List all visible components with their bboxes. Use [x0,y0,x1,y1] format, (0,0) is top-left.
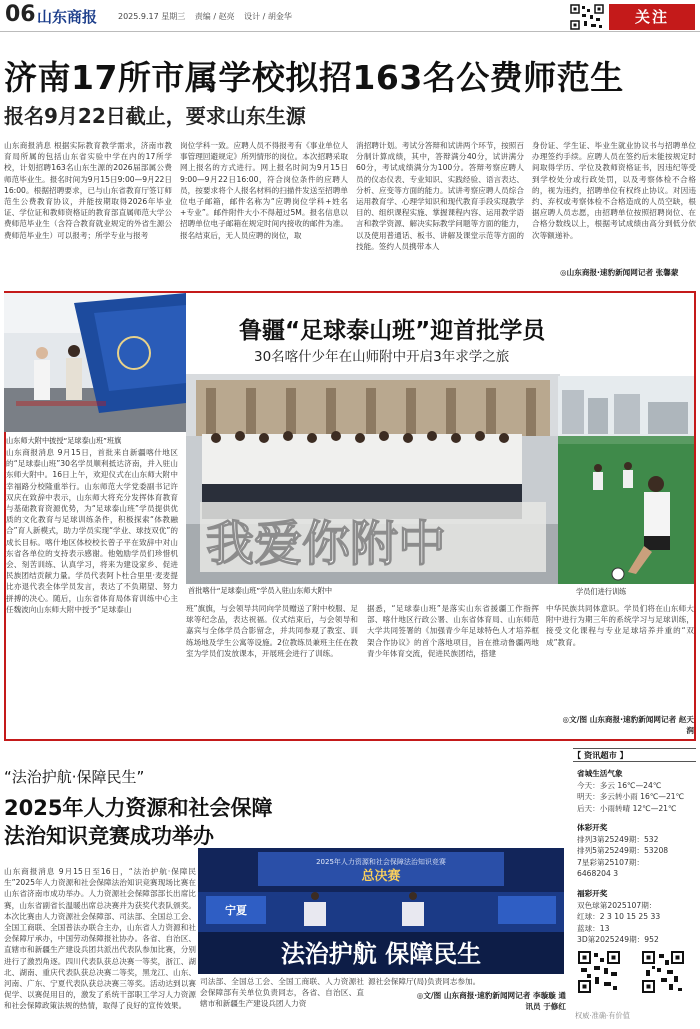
page-number: 06 [5,2,36,27]
stage-slogan-banner: 法治护航 保障民生 [280,940,482,968]
welfare-lottery-line: 红球：2 3 10 15 25 33 [577,912,661,922]
weather-tomorrow: 明天：多云转小雨 16℃—21℃ [577,792,685,802]
flag-ceremony-caption: 山东师大附中披授“足球泰山班”班旗 [6,436,122,445]
header-meta [118,11,299,22]
feature-headline: 鲁疆“足球泰山班”迎首批学员 [239,318,546,344]
lead-column-2: 岗位学科一致。应聘人员不得报考有《事业单位人事管理回避规定》所列情形的岗位。本次招聘采取网上报名的方式进行。网上报名时间为9月15日9:00—9月22日16:00，符合岗位条件的应聘人员，按要求将个人报名材料的扫描件发送至招聘单位电子邮箱，邮件名称为“应聘岗位学科+姓名+专业”。邮件附件大小不得超过5M。报名信息以招聘单位电子邮箱在规定时间内接收的邮件为准。报名结束后，无人员应聘的岗位，取 [180,141,348,240]
law-headline-line2: 法治知识竞赛成功举办 [4,824,214,848]
weather-day-after: 后天：小雨转晴 12℃—21℃ [577,803,677,813]
qr-code-icon [577,950,621,994]
paper-name: 山东商报 [37,8,98,26]
weather-title: 省城生活气象 [577,769,623,778]
sports-lottery-block [577,822,668,880]
section-tab: 关注 [609,4,695,30]
sports-lottery-title: 体彩开奖 [577,823,608,832]
sports-lottery-line: 排列5第25249期：53208 [577,846,669,856]
welfare-lottery-line: 双色球第2025107期： [577,900,657,910]
feature-column-3: 据悉，“足球泰山班”是落实山东省援疆工作指挥部、喀什地区行政公署、山东省体育局、山东师范大学共同签署的《加强青少年足球特色人才培养框架合作协议》的首个落地项目，旨在推动鲁疆两地青少年体育交流，促进民族团结，搭建 [367,604,539,658]
welfare-lottery-block [577,888,660,946]
law-byline: ◎文/图 山东商报·速豹新闻网记者 李璇璇 通讯员 于修红 [416,991,566,1011]
group-photo [186,374,560,584]
info-heading [573,748,696,762]
info-panel [573,748,696,1026]
info-heading-bracket: 】 [616,750,628,760]
law-column-2: 司法部、全国总工会、全国工商联、人力资源社会保障部有关单位负责同志，各省、自治区、直辖市和新疆生产建设兵团人力资 [200,977,364,1009]
info-heading-bracket: 【 [573,750,585,760]
issue-date: 2025.9.17 星期三 [118,12,186,21]
lead-subheadline: 报名9月22日截止，要求山东生源 [4,104,306,128]
photo-banner-text: 我爱你附中 [206,516,447,572]
lead-column-1: 山东商报消息 根据实际教育教学需求，济南市教育局所属的包括山东省实验中学在内的17所学校，计划招聘163名山东生源的2026届部属公费师范毕业生。报名时间为9月15日9:00—9月22日16:00。根据招聘要求，已与山东省教育厅签订师范生公费教育协议，并能按期取得2026年毕业证、学位证和教师资格证的教育部直属师范大学公费师范毕业生（含符合教育就业规定的外省生源公费师范毕业生）可以报考；所学专业与报考 [4,141,172,240]
training-photo-caption: 学员们进行训练 [576,587,627,596]
weather-today: 今天：多云 16℃—24℃ [577,780,662,790]
lead-column-4: 身份证、学生证、毕业生就业协议书与招聘单位办理签约手续。应聘人员在签约后未能按规定时间取得学历、学位及教师资格证书，因违纪等受到学校处分或行政处罚，以及考察体检不合格的，视为违约，招聘单位有权终止协议。对因违约、弃权或考察体检不合格造成的人员空缺，根据应聘人员志愿，由招聘单位按照招聘岗位、在合格分数线以上，根据考试成绩由高分到低分依次等额递补。 [532,141,696,240]
sports-lottery-line: 7星彩第25107期： [577,857,644,867]
stage-team-sign: 宁夏 [225,904,247,917]
welfare-lottery-line: 3D第2025249期：952 [577,935,659,945]
slogan: 权威·准确·有价值 [575,1011,630,1020]
law-column-1: 山东商报消息 9月15日至16日，“法治护航·保障民生”2025年人力资源和社会保障法治知识竞赛现场比赛在山东省济南市成功举办。人力资源社会保障部部长出席比赛，山东省副省长温暖出席总决赛并为获奖代表队颁奖。本次比赛由人力资源社会保障部、司法部、全国总工会、全国工商联、全国普法办联合主办，山东省人力资源和社会保障厅承办，中国劳动保障报社协办。各省、自治区、直辖市和新疆生产建设兵团共派出代表队参加比赛，分别进行了激烈角逐。四川代表队获总决赛一等奖，浙江、湖北、湖南、重庆代表队获总决赛二等奖，黑龙江、山东、河南、广东、宁夏代表队获总决赛三等奖。活动达到以赛促学、以赛促用目的，激发了系统干部职工学习人力资源和社会保障政策法规的热情，取得了良好的宣传效果。 [4,867,196,1011]
competition-stage-photo [198,848,564,974]
lead-byline: ◎山东商报·速豹新闻网记者 张馨蒙 [560,268,679,277]
sports-lottery-line: 排列3第25249期：532 [577,834,659,844]
feature-subheadline: 30名喀什少年在山师附中开启3年求学之旅 [254,349,510,365]
law-headline-line1: 2025年人力资源和社会保障 [4,796,273,820]
feature-column-2: 班”旗旗，与会领导共同向学员赠送了附中校服、足球等纪念品，表达祝福。仪式结束后，与会领导和嘉宾与全体学员合影留念，并共同参观了教室、训练场地及学生公寓等设施。2位教练员兼班主任在教室为学员们发放课本，开展班会进行了训练。 [186,604,358,658]
stage-screen-text: 2025年人力资源和社会保障法治知识竞赛 [316,858,446,866]
welfare-lottery-title: 福彩开奖 [577,889,608,898]
group-photo-caption: 首批喀什“足球泰山班”学员入驻山东师大附中 [188,586,333,595]
feature-column-4: 中华民族共同体意识。学员们将在山东师大附中进行为期三年的系统学习与足球训练，接受文化课程与专业足球培养并重的“双成”教育。 [546,604,694,647]
lead-headline: 济南17所市属学校拟招163名公费师范生 [4,58,624,97]
weather-block [577,768,684,814]
page-header [0,0,700,32]
feature-byline: ◎文/图 山东商报·速豹新闻网记者 赵天润 [562,715,694,735]
sports-lottery-line: 6468204 3 [577,869,619,879]
info-heading-text: 资讯超市 [584,750,617,760]
editor-credit: 责编 / 赵亮 [194,12,235,21]
law-column-3: 源社会保障厅(局)负责同志参加。 [368,977,481,986]
qr-code-icon [641,950,685,994]
feature-column-1: 山东商报消息 9月15日，首批来自新疆喀什地区的“足球泰山班”30名学员顺利抵达济南，并入驻山东师大附中。16日上午，欢迎仪式在山东师大附中幸福路分校隆重举行。山东师范大学党委副书记许双庆在致辞中表示，山东师大将充分发挥体育教育与基础教育资源优势，为“足球泰山班”学员提供优质的文化教育与足球训练条件，积极探索“体教融合”育人新模式，助力学员实现“学业、球技双优”的成长目标。喀什地区体校校长曾子平在致辞中对山东省各单位的支持表示感谢。他勉励学员们珍惜机会、刻苦训练、认真学习，将来为建设家乡、促进民族团结贡献力量。学员代表阿卜杜合里里·麦麦提比亦退代表全体学员发言，表达了不负期望、努力拼搏的决心。随后，山东省体育局体育训练中心主任魏波向山东师大附中授予“足球泰山 [6,448,178,614]
designer-credit: 设计 / 胡金华 [244,12,292,21]
qr-code-icon [570,4,604,30]
welfare-lottery-line: 蓝球：13 [577,923,610,933]
lead-column-3: 消招聘计划。考试分答辩和试讲两个环节，按照百分制计算成绩，其中，答辩满分40分，试讲满分60分，考试成绩满分为100分。答辩考察应聘人员的仪态仪表、专业知识、实践经验、语言表达、分析、应变等方面的能力。试讲考察应聘人员综合运用教育学、心理学知识和现代教育手段实现教学目的、组织课程实施、掌握课程内容、运用教学语言和教学资源、解决实际教学问题等方面的能力，以及使用普通话、板书、讲解及课堂示范等方面的技能。签约人员携带本人 [356,141,524,251]
training-photo [558,376,694,584]
law-kicker: “法治护航·保障民生” [4,768,145,786]
flag-ceremony-photo [4,293,186,432]
stage-final-text: 总决赛 [361,869,401,884]
